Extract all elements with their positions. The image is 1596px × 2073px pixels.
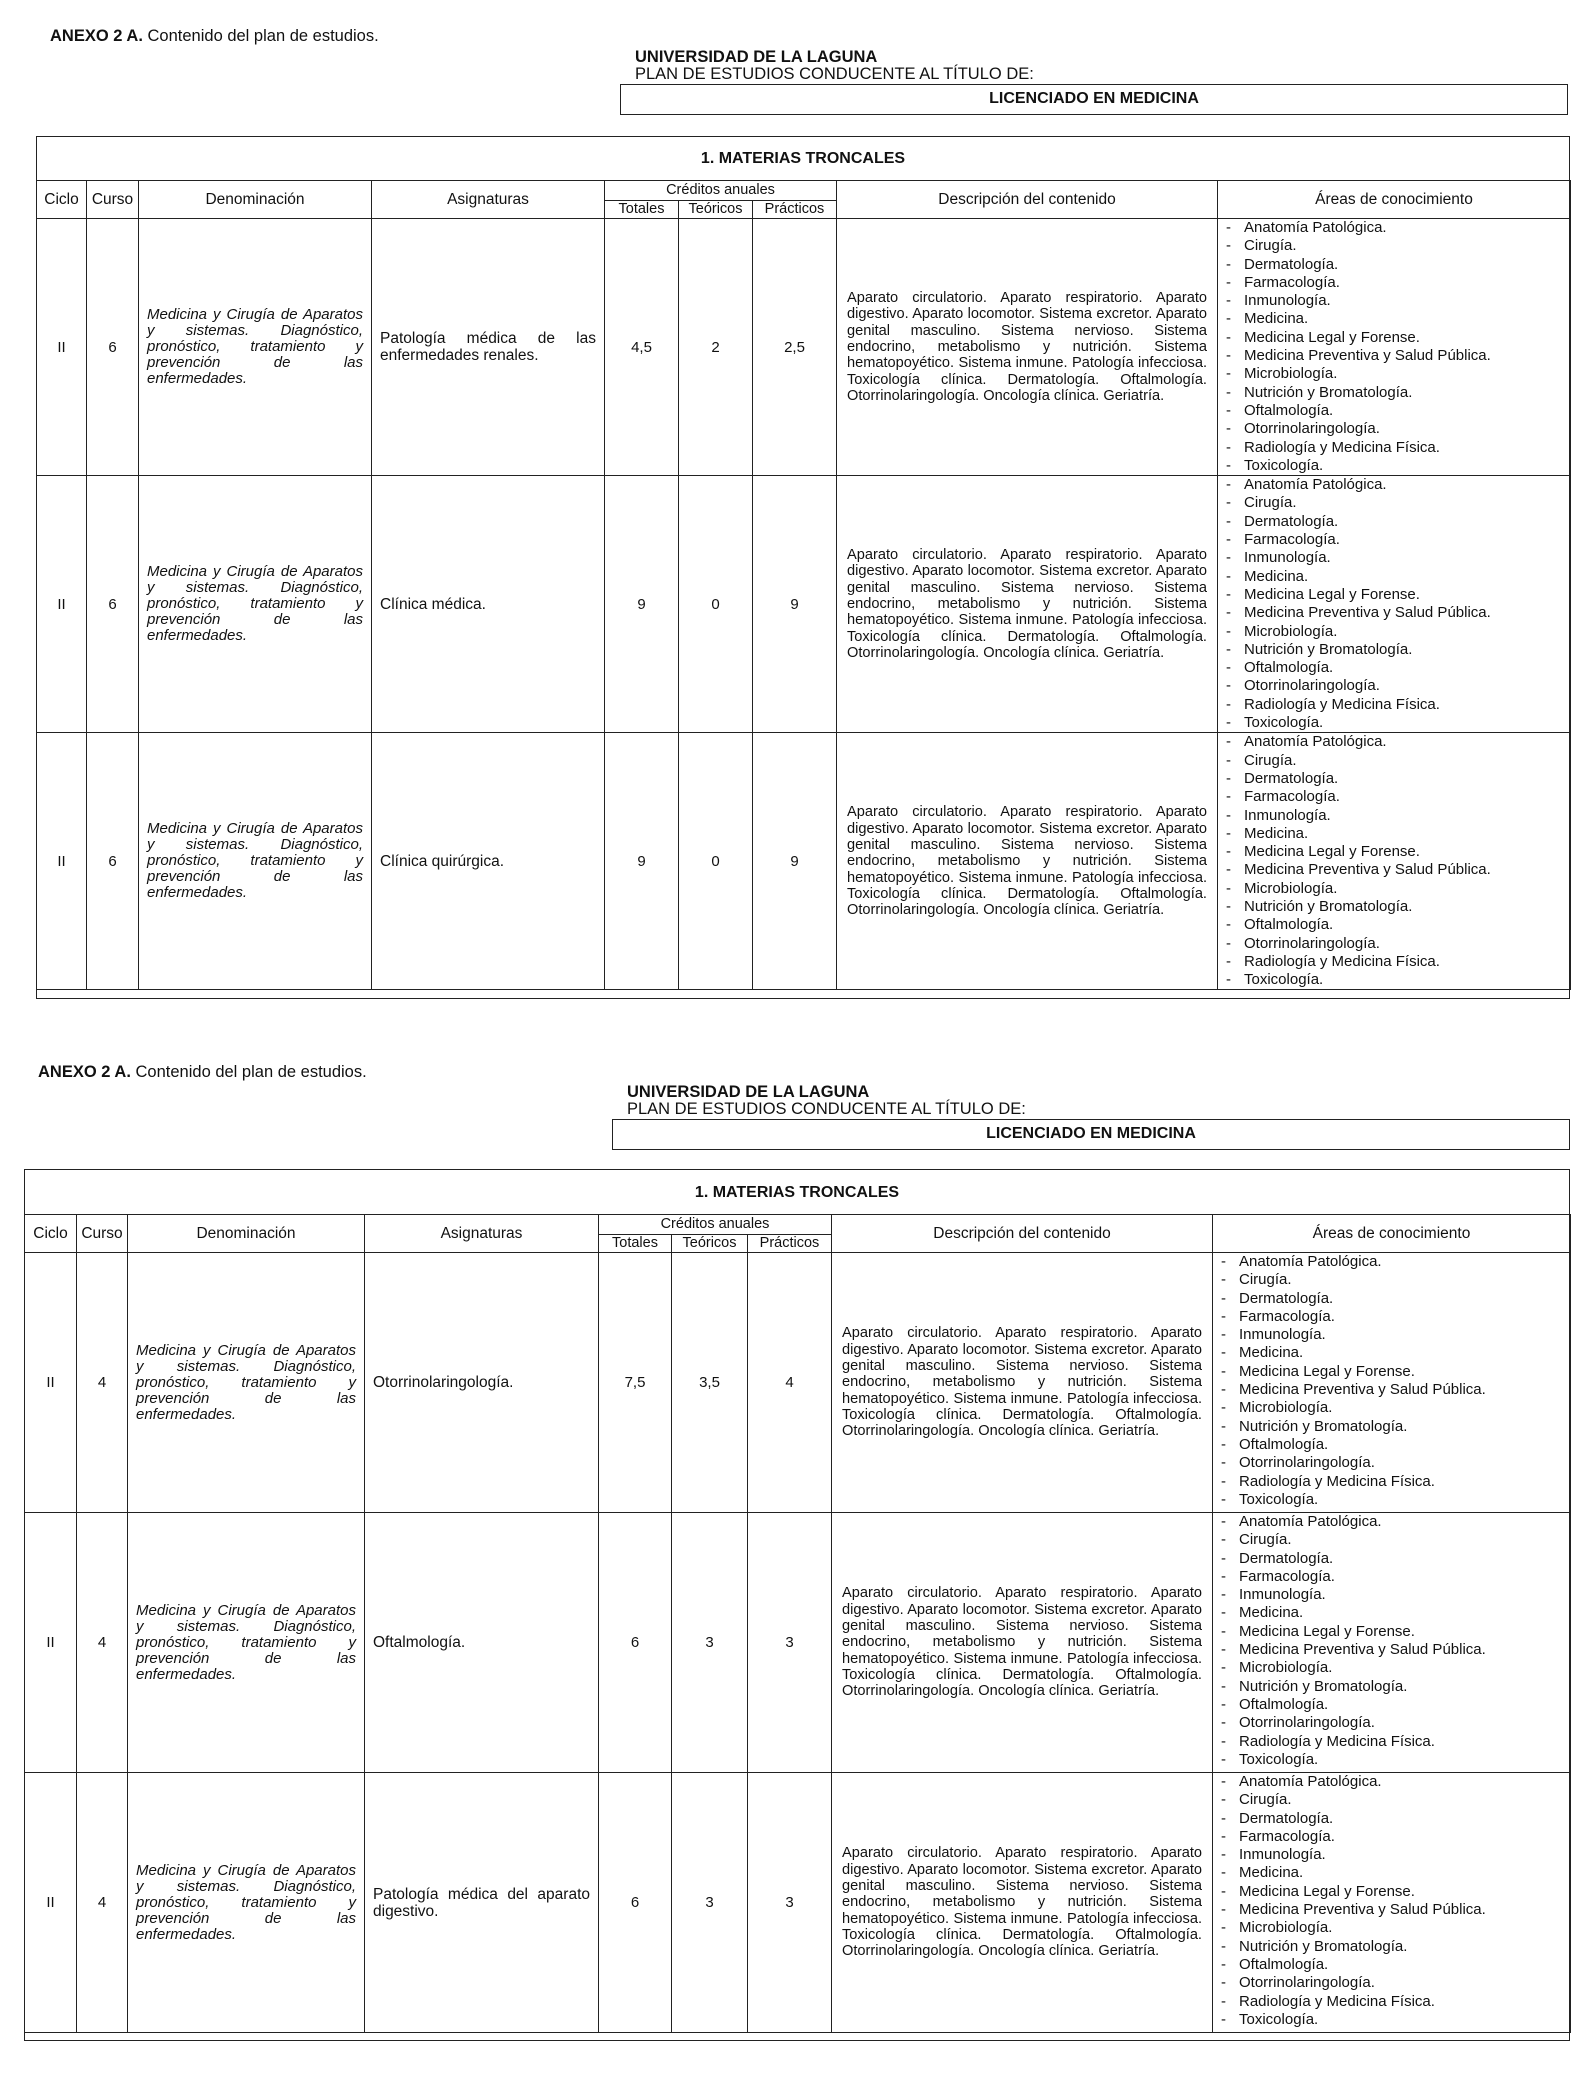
document-page-2 <box>0 1040 1596 2073</box>
header-totales: Totales <box>605 201 679 219</box>
area-item: - Cirugía. <box>1226 237 1566 255</box>
annex-description: Contenido del plan de estudios. <box>135 1063 367 1081</box>
area-item: - Farmacología. <box>1226 531 1566 549</box>
header-denominacion: Denominación <box>139 181 372 219</box>
area-item: - Radiología y Medicina Física. <box>1226 953 1566 971</box>
area-item: - Microbiología. <box>1221 1399 1566 1417</box>
area-item: - Anatomía Patológica. <box>1221 1513 1566 1531</box>
area-item: - Cirugía. <box>1226 752 1566 770</box>
area-item: - Nutrición y Bromatología. <box>1221 1418 1566 1436</box>
cell-practicos: 2,5 <box>753 219 837 476</box>
materias-table <box>24 1214 1571 2033</box>
area-item: - Medicina. <box>1221 1604 1566 1622</box>
cell-descripcion: Aparato circulatorio. Aparato respiratorio. Aparato digestivo. Aparato locomotor. Sistema excretor. Aparato genital masculino. Sistema nervioso. Sistema endocrino, metabolismo y nutrición. Sistema hematopoyético. Sistema inmune. Patología infecciosa. Toxicología clínica. Dermatología. Oftalmología. Otorrinolaringología. Oncología clínica. Geriatría. <box>832 1513 1213 1773</box>
area-item: - Farmacología. <box>1221 1568 1566 1586</box>
cell-areas <box>1218 219 1571 476</box>
area-item: - Microbiología. <box>1226 623 1566 641</box>
area-item: - Farmacología. <box>1226 274 1566 292</box>
area-item: - Inmunología. <box>1221 1846 1566 1864</box>
cell-descripcion: Aparato circulatorio. Aparato respiratorio. Aparato digestivo. Aparato locomotor. Sistema excretor. Aparato genital masculino. Sistema nervioso. Sistema endocrino, metabolismo y nutrición. Sistema hematopoyético. Sistema inmune. Patología infecciosa. Toxicología clínica. Dermatología. Oftalmología. Otorrinolaringología. Oncología clínica. Geriatría. <box>832 1253 1213 1513</box>
area-item: - Otorrinolaringología. <box>1226 420 1566 438</box>
cell-totales: 7,5 <box>599 1253 672 1513</box>
table-row <box>37 219 1571 476</box>
area-item: - Medicina. <box>1226 825 1566 843</box>
area-item: - Nutrición y Bromatología. <box>1226 384 1566 402</box>
area-item: - Anatomía Patológica. <box>1226 476 1566 494</box>
area-item: - Inmunología. <box>1226 549 1566 567</box>
table-row <box>37 733 1571 990</box>
university-block <box>635 49 1034 83</box>
area-item: - Radiología y Medicina Física. <box>1221 1993 1566 2011</box>
header-totales: Totales <box>599 1235 672 1253</box>
cell-ciclo: II <box>37 733 87 990</box>
cell-totales: 9 <box>605 476 679 733</box>
cell-curso: 6 <box>87 476 139 733</box>
area-item: - Oftalmología. <box>1226 916 1566 934</box>
cell-denominacion: Medicina y Cirugía de Aparatos y sistemas. Diagnóstico, pronóstico, tratamiento y prevención de las enfermedades. <box>128 1773 365 2033</box>
header-practicos: Prácticos <box>748 1235 832 1253</box>
materias-table-frame <box>24 1169 1570 2041</box>
header-teoricos: Teóricos <box>679 201 753 219</box>
cell-practicos: 3 <box>748 1513 832 1773</box>
table-row <box>25 1773 1571 2033</box>
header-descripcion: Descripción del contenido <box>837 181 1218 219</box>
table-row <box>37 476 1571 733</box>
area-item: - Nutrición y Bromatología. <box>1226 898 1566 916</box>
area-item: - Inmunología. <box>1221 1326 1566 1344</box>
header-curso: Curso <box>77 1215 128 1253</box>
cell-areas <box>1218 476 1571 733</box>
area-item: - Microbiología. <box>1226 880 1566 898</box>
area-item: - Inmunología. <box>1226 807 1566 825</box>
area-item: - Cirugía. <box>1221 1271 1566 1289</box>
section-title: 1. MATERIAS TRONCALES <box>37 137 1569 181</box>
area-item: - Inmunología. <box>1221 1586 1566 1604</box>
cell-asignatura: Clínica quirúrgica. <box>372 733 605 990</box>
area-item: - Toxicología. <box>1226 714 1566 732</box>
area-item: - Toxicología. <box>1221 2011 1566 2029</box>
header-creditos: Créditos anuales <box>605 181 837 201</box>
cell-teoricos: 2 <box>679 219 753 476</box>
area-item: - Anatomía Patológica. <box>1226 219 1566 237</box>
cell-totales: 6 <box>599 1773 672 2033</box>
cell-practicos: 9 <box>753 476 837 733</box>
header-areas: Áreas de conocimiento <box>1218 181 1571 219</box>
area-item: - Cirugía. <box>1221 1791 1566 1809</box>
cell-areas <box>1213 1513 1571 1773</box>
cell-denominacion: Medicina y Cirugía de Aparatos y sistemas. Diagnóstico, pronóstico, tratamiento y prevención de las enfermedades. <box>139 476 372 733</box>
area-item: - Oftalmología. <box>1226 659 1566 677</box>
area-item: - Cirugía. <box>1221 1531 1566 1549</box>
area-item: - Dermatología. <box>1221 1290 1566 1308</box>
cell-denominacion: Medicina y Cirugía de Aparatos y sistemas. Diagnóstico, pronóstico, tratamiento y prevención de las enfermedades. <box>139 219 372 476</box>
area-item: - Medicina Legal y Forense. <box>1226 586 1566 604</box>
area-item: - Microbiología. <box>1221 1659 1566 1677</box>
plan-title: PLAN DE ESTUDIOS CONDUCENTE AL TÍTULO DE: <box>635 65 1034 83</box>
area-item: - Medicina. <box>1226 310 1566 328</box>
table-row <box>25 1253 1571 1513</box>
header-asignaturas: Asignaturas <box>365 1215 599 1253</box>
area-item: - Oftalmología. <box>1221 1696 1566 1714</box>
area-item: - Dermatología. <box>1226 513 1566 531</box>
cell-totales: 4,5 <box>605 219 679 476</box>
cell-curso: 6 <box>87 219 139 476</box>
area-item: - Toxicología. <box>1221 1751 1566 1769</box>
area-item: - Microbiología. <box>1221 1919 1566 1937</box>
annex-label: ANEXO 2 A. <box>38 1063 131 1081</box>
area-item: - Farmacología. <box>1221 1308 1566 1326</box>
area-item: - Medicina Preventiva y Salud Pública. <box>1226 347 1566 365</box>
cell-ciclo: II <box>25 1773 77 2033</box>
area-item: - Medicina Legal y Forense. <box>1221 1883 1566 1901</box>
cell-practicos: 9 <box>753 733 837 990</box>
area-item: - Oftalmología. <box>1226 402 1566 420</box>
cell-ciclo: II <box>25 1253 77 1513</box>
table-row <box>25 1513 1571 1773</box>
header-teoricos: Teóricos <box>672 1235 748 1253</box>
area-item: - Medicina Legal y Forense. <box>1221 1623 1566 1641</box>
cell-curso: 6 <box>87 733 139 990</box>
area-item: - Dermatología. <box>1221 1810 1566 1828</box>
area-item: - Dermatología. <box>1226 256 1566 274</box>
degree-title-box: LICENCIADO EN MEDICINA <box>612 1119 1570 1150</box>
header-asignaturas: Asignaturas <box>372 181 605 219</box>
area-item: - Dermatología. <box>1221 1550 1566 1568</box>
cell-asignatura: Clínica médica. <box>372 476 605 733</box>
area-item: - Radiología y Medicina Física. <box>1226 439 1566 457</box>
area-item: - Inmunología. <box>1226 292 1566 310</box>
area-item: - Medicina Legal y Forense. <box>1226 843 1566 861</box>
cell-asignatura: Patología médica del aparato digestivo. <box>365 1773 599 2033</box>
degree-title-box: LICENCIADO EN MEDICINA <box>620 84 1568 115</box>
cell-asignatura: Otorrinolaringología. <box>365 1253 599 1513</box>
section-title: 1. MATERIAS TRONCALES <box>25 1170 1569 1215</box>
cell-asignatura: Patología médica de las enfermedades renales. <box>372 219 605 476</box>
header-creditos: Créditos anuales <box>599 1215 832 1235</box>
area-item: - Anatomía Patológica. <box>1226 733 1566 751</box>
materias-table-frame <box>36 136 1570 999</box>
area-item: - Medicina Legal y Forense. <box>1221 1363 1566 1381</box>
university-name: UNIVERSIDAD DE LA LAGUNA <box>627 1083 870 1101</box>
cell-curso: 4 <box>77 1773 128 2033</box>
document-page-1 <box>0 0 1596 1010</box>
area-item: - Toxicología. <box>1221 1491 1566 1509</box>
cell-areas <box>1213 1773 1571 2033</box>
header-practicos: Prácticos <box>753 201 837 219</box>
area-item: - Otorrinolaringología. <box>1221 1974 1566 1992</box>
area-item: - Medicina. <box>1221 1344 1566 1362</box>
cell-denominacion: Medicina y Cirugía de Aparatos y sistemas. Diagnóstico, pronóstico, tratamiento y prevención de las enfermedades. <box>128 1253 365 1513</box>
cell-descripcion: Aparato circulatorio. Aparato respiratorio. Aparato digestivo. Aparato locomotor. Sistema excretor. Aparato genital masculino. Sistema nervioso. Sistema endocrino, metabolismo y nutrición. Sistema hematopoyético. Sistema inmune. Patología infecciosa. Toxicología clínica. Dermatología. Oftalmología. Otorrinolaringología. Oncología clínica. Geriatría. <box>837 219 1218 476</box>
area-item: - Toxicología. <box>1226 457 1566 475</box>
area-item: - Medicina Preventiva y Salud Pública. <box>1226 604 1566 622</box>
cell-areas <box>1218 733 1571 990</box>
cell-teoricos: 0 <box>679 733 753 990</box>
cell-practicos: 3 <box>748 1773 832 2033</box>
area-item: - Anatomía Patológica. <box>1221 1773 1566 1791</box>
area-item: - Cirugía. <box>1226 494 1566 512</box>
area-item: - Medicina Legal y Forense. <box>1226 329 1566 347</box>
header-descripcion: Descripción del contenido <box>832 1215 1213 1253</box>
university-block <box>627 1084 1026 1118</box>
materias-table <box>36 180 1571 990</box>
area-item: - Otorrinolaringología. <box>1226 677 1566 695</box>
cell-descripcion: Aparato circulatorio. Aparato respiratorio. Aparato digestivo. Aparato locomotor. Sistema excretor. Aparato genital masculino. Sistema nervioso. Sistema endocrino, metabolismo y nutrición. Sistema hematopoyético. Sistema inmune. Patología infecciosa. Toxicología clínica. Dermatología. Oftalmología. Otorrinolaringología. Oncología clínica. Geriatría. <box>832 1773 1213 2033</box>
area-item: - Microbiología. <box>1226 365 1566 383</box>
cell-areas <box>1213 1253 1571 1513</box>
header-ciclo: Ciclo <box>37 181 87 219</box>
cell-practicos: 4 <box>748 1253 832 1513</box>
header-ciclo: Ciclo <box>25 1215 77 1253</box>
area-item: - Oftalmología. <box>1221 1956 1566 1974</box>
area-item: - Farmacología. <box>1221 1828 1566 1846</box>
area-item: - Toxicología. <box>1226 971 1566 989</box>
plan-title: PLAN DE ESTUDIOS CONDUCENTE AL TÍTULO DE: <box>627 1100 1026 1118</box>
area-item: - Nutrición y Bromatología. <box>1226 641 1566 659</box>
header-curso: Curso <box>87 181 139 219</box>
cell-ciclo: II <box>37 476 87 733</box>
cell-descripcion: Aparato circulatorio. Aparato respiratorio. Aparato digestivo. Aparato locomotor. Sistema excretor. Aparato genital masculino. Sistema nervioso. Sistema endocrino, metabolismo y nutrición. Sistema hematopoyético. Sistema inmune. Patología infecciosa. Toxicología clínica. Dermatología. Oftalmología. Otorrinolaringología. Oncología clínica. Geriatría. <box>837 476 1218 733</box>
cell-ciclo: II <box>37 219 87 476</box>
annex-heading <box>38 1063 367 1082</box>
area-item: - Farmacología. <box>1226 788 1566 806</box>
header-denominacion: Denominación <box>128 1215 365 1253</box>
cell-denominacion: Medicina y Cirugía de Aparatos y sistemas. Diagnóstico, pronóstico, tratamiento y prevención de las enfermedades. <box>128 1513 365 1773</box>
cell-teoricos: 3,5 <box>672 1253 748 1513</box>
annex-label: ANEXO 2 A. <box>50 27 143 45</box>
area-item: - Medicina. <box>1226 568 1566 586</box>
area-item: - Radiología y Medicina Física. <box>1226 696 1566 714</box>
cell-denominacion: Medicina y Cirugía de Aparatos y sistemas. Diagnóstico, pronóstico, tratamiento y prevención de las enfermedades. <box>139 733 372 990</box>
cell-teoricos: 0 <box>679 476 753 733</box>
cell-teoricos: 3 <box>672 1513 748 1773</box>
area-item: - Otorrinolaringología. <box>1226 935 1566 953</box>
area-item: - Oftalmología. <box>1221 1436 1566 1454</box>
area-item: - Medicina Preventiva y Salud Pública. <box>1221 1381 1566 1399</box>
area-item: - Radiología y Medicina Física. <box>1221 1733 1566 1751</box>
area-item: - Medicina Preventiva y Salud Pública. <box>1221 1901 1566 1919</box>
area-item: - Nutrición y Bromatología. <box>1221 1938 1566 1956</box>
cell-descripcion: Aparato circulatorio. Aparato respiratorio. Aparato digestivo. Aparato locomotor. Sistema excretor. Aparato genital masculino. Sistema nervioso. Sistema endocrino, metabolismo y nutrición. Sistema hematopoyético. Sistema inmune. Patología infecciosa. Toxicología clínica. Dermatología. Oftalmología. Otorrinolaringología. Oncología clínica. Geriatría. <box>837 733 1218 990</box>
cell-asignatura: Oftalmología. <box>365 1513 599 1773</box>
annex-description: Contenido del plan de estudios. <box>147 27 379 45</box>
area-item: - Anatomía Patológica. <box>1221 1253 1566 1271</box>
cell-teoricos: 3 <box>672 1773 748 2033</box>
cell-curso: 4 <box>77 1513 128 1773</box>
area-item: - Medicina Preventiva y Salud Pública. <box>1226 861 1566 879</box>
cell-totales: 9 <box>605 733 679 990</box>
header-areas: Áreas de conocimiento <box>1213 1215 1571 1253</box>
cell-totales: 6 <box>599 1513 672 1773</box>
area-item: - Medicina. <box>1221 1864 1566 1882</box>
area-item: - Otorrinolaringología. <box>1221 1714 1566 1732</box>
area-item: - Dermatología. <box>1226 770 1566 788</box>
university-name: UNIVERSIDAD DE LA LAGUNA <box>635 48 878 66</box>
area-item: - Nutrición y Bromatología. <box>1221 1678 1566 1696</box>
cell-curso: 4 <box>77 1253 128 1513</box>
area-item: - Medicina Preventiva y Salud Pública. <box>1221 1641 1566 1659</box>
area-item: - Radiología y Medicina Física. <box>1221 1473 1566 1491</box>
annex-heading <box>50 27 379 46</box>
area-item: - Otorrinolaringología. <box>1221 1454 1566 1472</box>
cell-ciclo: II <box>25 1513 77 1773</box>
